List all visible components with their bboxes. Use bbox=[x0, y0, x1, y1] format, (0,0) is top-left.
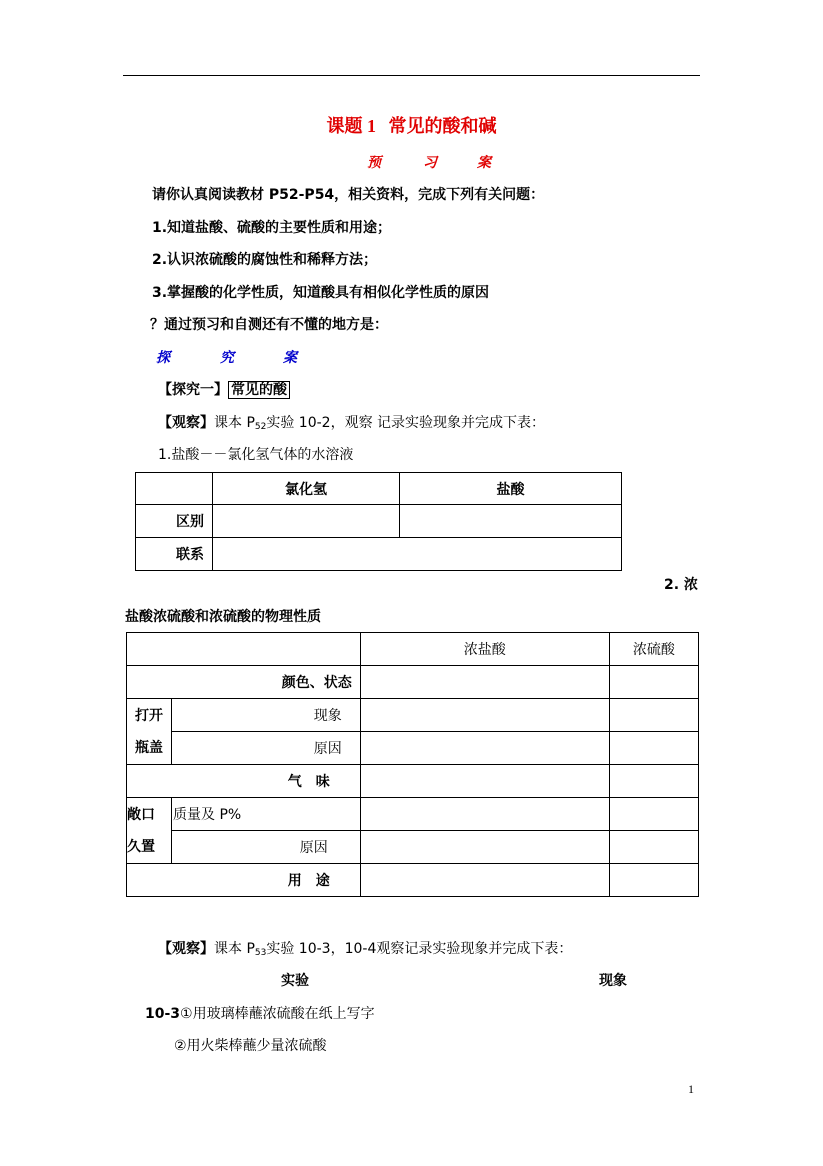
acid-table-group-label bbox=[127, 699, 172, 765]
acid-table-cell bbox=[609, 831, 698, 864]
acid-table-cell bbox=[360, 798, 609, 831]
explore-heading-1: 探 bbox=[156, 350, 170, 366]
preview-heading-2: 习 bbox=[423, 155, 437, 171]
acid-table-group-line: 敞口 bbox=[127, 806, 155, 823]
header-rule bbox=[123, 75, 700, 76]
section1-heading: 【探究一】 常见的酸 bbox=[158, 379, 290, 399]
hcl-table-header: 盐酸 bbox=[400, 473, 622, 505]
question-2-rest: 盐酸浓硫酸和浓硫酸的物理性质 bbox=[125, 609, 321, 625]
acid-table-group-line: 打开 bbox=[135, 707, 163, 724]
preview-item-1: 1.知道盐酸、硫酸的主要性质和用途； bbox=[152, 220, 392, 236]
acid-table-group-line: 久置 bbox=[127, 838, 155, 855]
preview-intro: 请你认真阅读教材 P52-P54，相关资料，完成下列有关问题： bbox=[152, 187, 545, 203]
acid-table-cell bbox=[609, 864, 698, 897]
preview-item-2: 2.认识浓硫酸的腐蚀性和稀释方法； bbox=[152, 252, 378, 268]
acid-table-cell bbox=[609, 699, 698, 732]
acid-table-cell bbox=[609, 666, 698, 699]
acid-table-cell bbox=[360, 732, 609, 765]
acid-table-group-line: 瓶盖 bbox=[135, 739, 163, 756]
acid-table-cell bbox=[609, 732, 698, 765]
acid-table-row-label: 原因 bbox=[172, 831, 361, 864]
acid-table-cell bbox=[609, 765, 698, 798]
observe-line-2: 【观察】课本 $P_{53}$实验 10-3，10-4观察记录实验现象并完成下表： bbox=[158, 941, 573, 958]
acid-table-row-label: 用 途 bbox=[127, 864, 361, 897]
acid-table-row-label: 质量及 P% bbox=[172, 798, 361, 831]
question-2-start: 2. 浓 bbox=[664, 577, 698, 593]
acid-table-corner bbox=[127, 633, 361, 666]
preview-heading-1: 预 bbox=[367, 155, 381, 171]
acid-table-row-label: 气 味 bbox=[127, 765, 361, 798]
explore-heading-2: 究 bbox=[220, 350, 234, 366]
acid-table-row-label: 颜色、状态 bbox=[127, 666, 361, 699]
acid-table-cell bbox=[360, 831, 609, 864]
acid-table-cell bbox=[360, 864, 609, 897]
hcl-table-row-label: 区别 bbox=[136, 505, 213, 538]
experiment-header: 实验 bbox=[281, 973, 309, 989]
page-title: 课题 1 常见的酸和碱 bbox=[326, 116, 497, 137]
acid-properties-table bbox=[126, 632, 699, 897]
preview-item-4: ？通过预习和自测还有不懂的地方是： bbox=[150, 317, 388, 333]
section1-title: 常见的酸 bbox=[228, 381, 290, 399]
acid-table-cell bbox=[360, 765, 609, 798]
acid-table-row-label: 原因 bbox=[172, 732, 361, 765]
acid-table-group-label bbox=[127, 798, 172, 864]
experiment-10-3-item-1: 10-3①用玻璃棒蘸浓硫酸在纸上写字 bbox=[145, 1006, 375, 1022]
phenomenon-header: 现象 bbox=[599, 973, 627, 989]
hcl-table-cell bbox=[400, 505, 622, 538]
acid-table-cell bbox=[360, 666, 609, 699]
preview-item-3: 3.掌握酸的化学性质，知道酸具有相似化学性质的原因 bbox=[152, 285, 490, 301]
experiment-10-3-item-2: ②用火柴棒蘸少量浓硫酸 bbox=[174, 1038, 327, 1054]
preview-heading-3: 案 bbox=[477, 155, 491, 171]
explore-heading-3: 案 bbox=[283, 350, 297, 366]
acid-table-header: 浓盐酸 bbox=[360, 633, 609, 666]
acid-table-cell bbox=[360, 699, 609, 732]
page-number: 1 bbox=[688, 1082, 694, 1096]
hcl-table-row-label: 联系 bbox=[136, 538, 213, 571]
hcl-table bbox=[135, 472, 622, 571]
hcl-table-header: 氯化氢 bbox=[213, 473, 400, 505]
hcl-table-cell bbox=[213, 505, 400, 538]
hcl-table-corner bbox=[136, 473, 213, 505]
observe-line-1: 【观察】课本 $P_{52}$实验 10-2，观察 记录实验现象并完成下表： bbox=[158, 415, 546, 432]
acid-table-header: 浓硫酸 bbox=[609, 633, 698, 666]
acid-table-row-label: 现象 bbox=[172, 699, 361, 732]
question-1: 1.盐酸－－氯化氢气体的水溶液 bbox=[158, 447, 354, 463]
hcl-table-cell bbox=[213, 538, 622, 571]
acid-table-cell bbox=[609, 798, 698, 831]
